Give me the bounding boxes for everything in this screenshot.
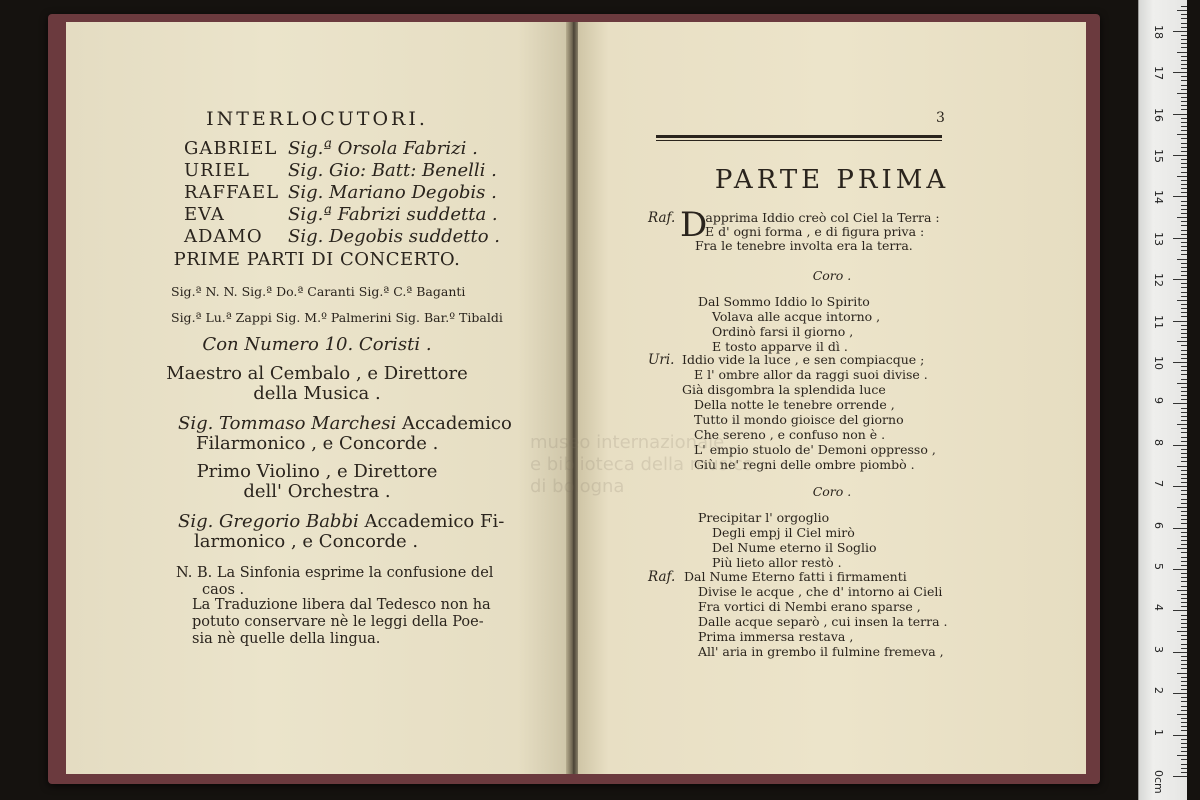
ruler-tick	[1181, 478, 1187, 479]
ruler-tick	[1181, 664, 1187, 665]
ruler-tick	[1181, 308, 1187, 309]
ruler-tick	[1181, 56, 1187, 57]
ruler-tick	[1181, 345, 1187, 346]
ruler-label: 11	[1152, 314, 1165, 329]
ruler-label: 3	[1152, 645, 1165, 653]
ruler-tick	[1173, 321, 1187, 322]
ruler-tick	[1181, 399, 1187, 400]
trad-line-2: potuto conservare nè le leggi della Poe-	[192, 614, 484, 630]
ruler-tick	[1181, 350, 1187, 351]
ruler-tick	[1181, 118, 1187, 119]
ruler-tick	[1181, 540, 1187, 541]
page-number: 3	[936, 110, 945, 126]
ruler-tick	[1181, 586, 1187, 587]
ruler-tick	[1181, 275, 1187, 276]
ruler-tick	[1177, 383, 1187, 384]
verse-line: Della notte le tenebre orrende ,	[694, 397, 895, 412]
ruler-label: 0cm	[1152, 770, 1165, 794]
violino-line-1: Primo Violino , e Direttore	[196, 461, 438, 482]
prime-parti-heading: PRIME PARTI DI CONCERTO.	[173, 249, 461, 270]
coro-label: Coro .	[812, 484, 852, 499]
ruler-tick	[1181, 6, 1187, 7]
cast-row	[184, 138, 500, 160]
ruler-tick	[1181, 122, 1187, 123]
ruler-tick	[1181, 602, 1187, 603]
verse-line: Volava alle acque intorno ,	[712, 309, 881, 324]
ruler-tick	[1181, 511, 1187, 512]
ruler-tick	[1181, 739, 1187, 740]
ruler-tick	[1181, 391, 1187, 392]
ruler-tick	[1181, 85, 1187, 86]
ruler-tick	[1181, 457, 1187, 458]
ruler-tick	[1173, 155, 1187, 156]
ruler-tick	[1181, 544, 1187, 545]
ruler-tick	[1181, 27, 1187, 28]
ruler-tick	[1177, 673, 1187, 674]
ruler-tick	[1181, 147, 1187, 148]
ruler-tick	[1181, 677, 1187, 678]
concerto-singers-line-2: Sig.ª Lu.ª Zappi Sig. M.º Palmerini Sig. Bar.º Tibaldi	[171, 310, 503, 325]
verse-line: Degli empj il Ciel mirò	[712, 525, 855, 540]
cast-role: RAFFAEL	[184, 182, 280, 203]
verse-line: Dal Sommo Iddio lo Spirito	[698, 294, 870, 309]
ruler-tick	[1181, 726, 1187, 727]
verse-line: ' apprima Iddio creò col Ciel la Terra :	[698, 210, 940, 225]
maestro-block	[66, 364, 568, 404]
verse-line: L' empio stuolo de' Demoni oppresso ,	[694, 442, 936, 457]
ruler-tick	[1181, 263, 1187, 264]
ruler-tick	[1181, 482, 1187, 483]
verse-line: Del Nume eterno il Soglio	[712, 540, 877, 555]
ruler-tick	[1181, 722, 1187, 723]
violino-block	[66, 462, 568, 502]
ruler-tick	[1181, 130, 1187, 131]
ruler-tick	[1173, 238, 1187, 239]
ruler-tick	[1181, 408, 1187, 409]
ruler-tick	[1181, 689, 1187, 690]
babbi-line-2: larmonico , e Concorde .	[194, 531, 419, 552]
verse-line: Iddio vide la luce , e sen compiacque ;	[682, 352, 925, 367]
ruler-tick	[1173, 610, 1187, 611]
ruler-tick	[1181, 242, 1187, 243]
verse-line: All' aria in grembo il fulmine fremeva ,	[698, 644, 944, 659]
concerto-singers-line-1: Sig.ª N. N. Sig.ª Do.ª Caranti Sig.ª C.ª Baganti	[171, 284, 466, 299]
ruler-label: 13	[1152, 231, 1165, 246]
cast-role: GABRIEL	[184, 138, 278, 159]
ruler-tick	[1181, 395, 1187, 396]
ruler-label: 14	[1152, 190, 1165, 205]
ruler-tick	[1177, 548, 1187, 549]
ruler-tick	[1181, 23, 1187, 24]
parte-prima-heading: PARTE PRIMA	[714, 165, 950, 195]
heading-rule-thick	[656, 135, 942, 138]
verse-line: Prima immersa restava ,	[698, 629, 854, 644]
ruler-tick	[1181, 710, 1187, 711]
ruler-tick	[1177, 134, 1187, 135]
ruler-tick	[1181, 35, 1187, 36]
ruler-label: 8	[1152, 438, 1165, 446]
ruler-tick	[1181, 39, 1187, 40]
ruler-tick	[1181, 606, 1187, 607]
maestro-line-1: Maestro al Cembalo , e Direttore	[166, 363, 468, 384]
ruler-tick	[1181, 126, 1187, 127]
ruler-tick	[1181, 635, 1187, 636]
ruler-tick	[1173, 569, 1187, 570]
nb-line-2: caos .	[202, 582, 245, 598]
ruler-tick	[1181, 660, 1187, 661]
ruler-tick	[1181, 296, 1187, 297]
ruler-tick	[1177, 259, 1187, 260]
ruler-tick	[1181, 764, 1187, 765]
right-page	[578, 22, 1086, 774]
ruler-tick	[1173, 693, 1187, 694]
ruler-tick	[1181, 14, 1187, 15]
marchesi-block	[178, 414, 512, 454]
ruler-tick	[1181, 503, 1187, 504]
ruler-tick	[1173, 528, 1187, 529]
ruler-tick	[1181, 470, 1187, 471]
ruler-tick	[1181, 354, 1187, 355]
ruler-tick	[1177, 341, 1187, 342]
ruler-tick	[1181, 515, 1187, 516]
ruler-tick	[1181, 730, 1187, 731]
verse-line: Più lieto allor restò .	[712, 555, 842, 570]
ruler-label: 12	[1152, 273, 1165, 288]
verse-line: Dalle acque separò , cui insen la terra .	[698, 614, 948, 629]
ruler-tick	[1181, 316, 1187, 317]
cast-singer: Sig.ª Orsola Fabrizi .	[288, 138, 478, 159]
ruler-tick	[1181, 43, 1187, 44]
ruler-tick	[1181, 519, 1187, 520]
ruler-tick	[1173, 196, 1187, 197]
ruler-tick	[1181, 499, 1187, 500]
ruler-tick	[1181, 283, 1187, 284]
ruler-tick	[1181, 225, 1187, 226]
speaker-label: Uri.	[648, 352, 675, 368]
cast-singer: Sig. Gio: Batt: Benelli .	[288, 160, 497, 181]
ruler-tick	[1177, 93, 1187, 94]
ruler-tick	[1181, 648, 1187, 649]
babbi-line-1	[178, 512, 504, 532]
ruler-tick	[1181, 337, 1187, 338]
verse-line: Già disgombra la splendida luce	[682, 382, 886, 397]
ruler-tick	[1181, 668, 1187, 669]
cast-singer: Sig. Mariano Degobis .	[288, 182, 497, 203]
ruler-tick	[1181, 230, 1187, 231]
ruler-tick	[1181, 706, 1187, 707]
ruler-label: 18	[1152, 24, 1165, 39]
ruler-tick	[1173, 403, 1187, 404]
ruler-tick	[1181, 287, 1187, 288]
watermark-line-3: di bologna	[530, 476, 625, 497]
cast-row	[184, 204, 500, 226]
ruler-tick	[1181, 751, 1187, 752]
cast-singer: Sig. Degobis suddetto .	[288, 226, 501, 247]
ruler-tick	[1181, 374, 1187, 375]
ruler-tick	[1181, 333, 1187, 334]
ruler-tick	[1181, 370, 1187, 371]
ruler-label: 9	[1152, 397, 1165, 405]
ruler-tick	[1181, 573, 1187, 574]
ruler-tick	[1177, 300, 1187, 301]
ruler-tick	[1181, 747, 1187, 748]
nota-bene	[176, 565, 493, 599]
ruler-tick	[1177, 217, 1187, 218]
ruler-tick	[1181, 109, 1187, 110]
ruler-tick	[1181, 213, 1187, 214]
ruler-tick	[1181, 304, 1187, 305]
ruler-tick	[1181, 598, 1187, 599]
ruler-tick	[1173, 776, 1187, 777]
ruler-tick	[1181, 412, 1187, 413]
ruler-tick	[1181, 159, 1187, 160]
ruler-tick	[1181, 18, 1187, 19]
verse-line: Fra vortici di Nembi erano sparse ,	[698, 599, 921, 614]
babbi-block	[178, 512, 504, 552]
ruler-tick	[1181, 234, 1187, 235]
ruler-tick	[1181, 474, 1187, 475]
verse-line: Dal Nume Eterno fatti i firmamenti	[684, 569, 907, 584]
ruler-tick	[1177, 714, 1187, 715]
ruler-tick	[1181, 250, 1187, 251]
ruler-tick	[1181, 627, 1187, 628]
ruler-tick	[1181, 184, 1187, 185]
ruler-tick	[1173, 486, 1187, 487]
ruler-tick	[1181, 60, 1187, 61]
trad-line-1: La Traduzione libera dal Tedesco non ha	[192, 597, 491, 613]
watermark-line-2: e biblioteca della musica	[530, 454, 754, 475]
ruler-tick	[1181, 577, 1187, 578]
ruler-tick	[1181, 89, 1187, 90]
ruler-tick	[1181, 105, 1187, 106]
ruler-tick	[1177, 52, 1187, 53]
ruler-tick	[1177, 466, 1187, 467]
ruler-tick	[1177, 590, 1187, 591]
ruler-tick	[1181, 639, 1187, 640]
ruler-tick	[1181, 594, 1187, 595]
marchesi-title: Accademico	[396, 413, 512, 434]
verse-line: Fra le tenebre involta era la terra.	[695, 238, 913, 253]
marchesi-line-1	[178, 414, 512, 434]
ruler-tick	[1181, 759, 1187, 760]
ruler-tick	[1181, 685, 1187, 686]
ruler-tick	[1181, 532, 1187, 533]
ruler-tick	[1181, 329, 1187, 330]
ruler-tick	[1181, 581, 1187, 582]
ruler-tick	[1181, 490, 1187, 491]
ruler-tick	[1181, 552, 1187, 553]
coristi-line: Con Numero 10. Coristi .	[202, 334, 432, 355]
marchesi-name: Sig. Tommaso Marchesi	[178, 413, 397, 434]
verse-line: E tosto apparve il dì .	[712, 339, 848, 354]
ruler-tick	[1181, 561, 1187, 562]
ruler-tick	[1181, 697, 1187, 698]
heading-rule-thin	[656, 140, 942, 141]
ruler-tick	[1177, 176, 1187, 177]
ruler-tick	[1173, 114, 1187, 115]
watermark-line-1: museo internazionale	[530, 432, 725, 453]
ruler-tick	[1181, 461, 1187, 462]
ruler-label: 2	[1152, 687, 1165, 695]
ruler-tick	[1181, 76, 1187, 77]
ruler-tick	[1181, 379, 1187, 380]
cast-row	[184, 160, 500, 182]
ruler-tick	[1181, 267, 1187, 268]
ruler-tick	[1181, 246, 1187, 247]
ruler-tick	[1181, 387, 1187, 388]
ruler-tick	[1181, 420, 1187, 421]
ruler-tick	[1181, 97, 1187, 98]
cast-singer: Sig.ª Fabrizi suddetta .	[288, 204, 498, 225]
ruler-tick	[1181, 143, 1187, 144]
ruler-tick	[1181, 201, 1187, 202]
ruler-tick	[1181, 565, 1187, 566]
ruler-tick	[1181, 453, 1187, 454]
ruler-tick	[1173, 31, 1187, 32]
speaker-label: Raf.	[648, 210, 676, 226]
ruler-label: 17	[1152, 66, 1165, 81]
ruler-tick	[1173, 72, 1187, 73]
verse-line: Precipitar l' orgoglio	[698, 510, 830, 525]
ruler-tick	[1177, 507, 1187, 508]
ruler-tick	[1181, 80, 1187, 81]
ruler-tick	[1177, 424, 1187, 425]
ruler-tick	[1181, 623, 1187, 624]
violino-line-2: dell' Orchestra .	[243, 481, 391, 502]
marchesi-line-2: Filarmonico , e Concorde .	[196, 433, 439, 454]
ruler-tick	[1181, 366, 1187, 367]
ruler-tick	[1181, 681, 1187, 682]
verse-line: E d' ogni forma , e di figura priva :	[705, 224, 925, 239]
ruler-tick	[1181, 205, 1187, 206]
verse-line: E l' ombre allor da raggi suoi divise .	[694, 367, 928, 382]
trad-line-3: sia nè quelle della lingua.	[192, 631, 381, 647]
ruler-tick	[1181, 312, 1187, 313]
ruler-tick	[1181, 167, 1187, 168]
ruler-label: 15	[1152, 149, 1165, 163]
ruler-tick	[1181, 188, 1187, 189]
ruler-tick	[1181, 718, 1187, 719]
ruler-label: 1	[1152, 728, 1165, 736]
ruler-tick	[1181, 437, 1187, 438]
speaker-label: Raf.	[648, 569, 676, 585]
verse-line: Tutto il mondo gioisce del giorno	[694, 412, 904, 427]
left-page	[66, 22, 568, 774]
ruler-tick	[1173, 279, 1187, 280]
ruler-tick	[1181, 432, 1187, 433]
measuring-ruler	[1138, 0, 1187, 800]
ruler-tick	[1177, 755, 1187, 756]
ruler-label: 7	[1152, 480, 1165, 488]
ruler-label: 16	[1152, 107, 1165, 122]
ruler-tick	[1173, 445, 1187, 446]
ruler-tick	[1181, 416, 1187, 417]
ruler-tick	[1181, 180, 1187, 181]
ruler-tick	[1181, 768, 1187, 769]
maestro-line-2: della Musica .	[253, 383, 381, 404]
drop-cap: D	[680, 205, 708, 245]
babbi-name: Sig. Gregorio Babbi	[178, 511, 359, 532]
ruler-tick	[1181, 325, 1187, 326]
ruler-tick	[1181, 68, 1187, 69]
ruler-tick	[1181, 163, 1187, 164]
ruler-tick	[1181, 292, 1187, 293]
ruler-tick	[1181, 64, 1187, 65]
babbi-title: Accademico Fi-	[358, 511, 505, 532]
coro-label: Coro .	[812, 268, 852, 283]
ruler-tick	[1181, 701, 1187, 702]
cast-role: EVA	[184, 204, 225, 225]
ruler-tick	[1173, 735, 1187, 736]
ruler-tick	[1181, 441, 1187, 442]
ruler-tick	[1181, 615, 1187, 616]
ruler-tick	[1181, 101, 1187, 102]
translation-note	[192, 597, 491, 648]
ruler-tick	[1181, 271, 1187, 272]
ruler-tick	[1173, 652, 1187, 653]
ruler-tick	[1181, 772, 1187, 773]
ruler-tick	[1173, 362, 1187, 363]
ruler-label: 10	[1152, 356, 1165, 370]
ruler-label: 4	[1152, 604, 1165, 612]
ruler-tick	[1181, 221, 1187, 222]
ruler-tick	[1181, 254, 1187, 255]
ruler-tick	[1181, 172, 1187, 173]
cast-role: URIEL	[184, 160, 250, 181]
cast-row	[184, 226, 500, 248]
ruler-tick	[1181, 523, 1187, 524]
ruler-tick	[1181, 557, 1187, 558]
verse-line: Che sereno , e confuso non è .	[694, 427, 886, 442]
ruler-tick	[1181, 536, 1187, 537]
ruler-tick	[1181, 656, 1187, 657]
cast-row	[184, 182, 500, 204]
ruler-tick	[1181, 644, 1187, 645]
ruler-tick	[1181, 428, 1187, 429]
cast-list	[184, 138, 500, 248]
verse-line: Giù ne' regni delle ombre piombò .	[694, 457, 915, 472]
ruler-label: 6	[1152, 521, 1165, 529]
verse-line: Divise le acque , che d' intorno ai Cieli	[698, 584, 943, 599]
ruler-tick	[1181, 449, 1187, 450]
ruler-tick	[1177, 10, 1187, 11]
ruler-tick	[1181, 192, 1187, 193]
library-watermark	[530, 432, 754, 498]
ruler-tick	[1181, 151, 1187, 152]
nb-line-1: N. B. La Sinfonia esprime la confusione del	[176, 565, 494, 581]
verse-line: Ordinò farsi il giorno ,	[712, 324, 854, 339]
ruler-label: 5	[1152, 563, 1165, 570]
ruler-tick	[1181, 138, 1187, 139]
ruler-tick	[1181, 209, 1187, 210]
ruler-tick	[1181, 619, 1187, 620]
ruler-tick	[1181, 494, 1187, 495]
ruler-tick	[1181, 358, 1187, 359]
interlocutori-title: INTERLOCUTORI.	[206, 108, 428, 130]
ruler-tick	[1181, 47, 1187, 48]
ruler-tick	[1181, 743, 1187, 744]
ruler-tick	[1177, 631, 1187, 632]
cast-role: ADAMO	[184, 226, 263, 247]
